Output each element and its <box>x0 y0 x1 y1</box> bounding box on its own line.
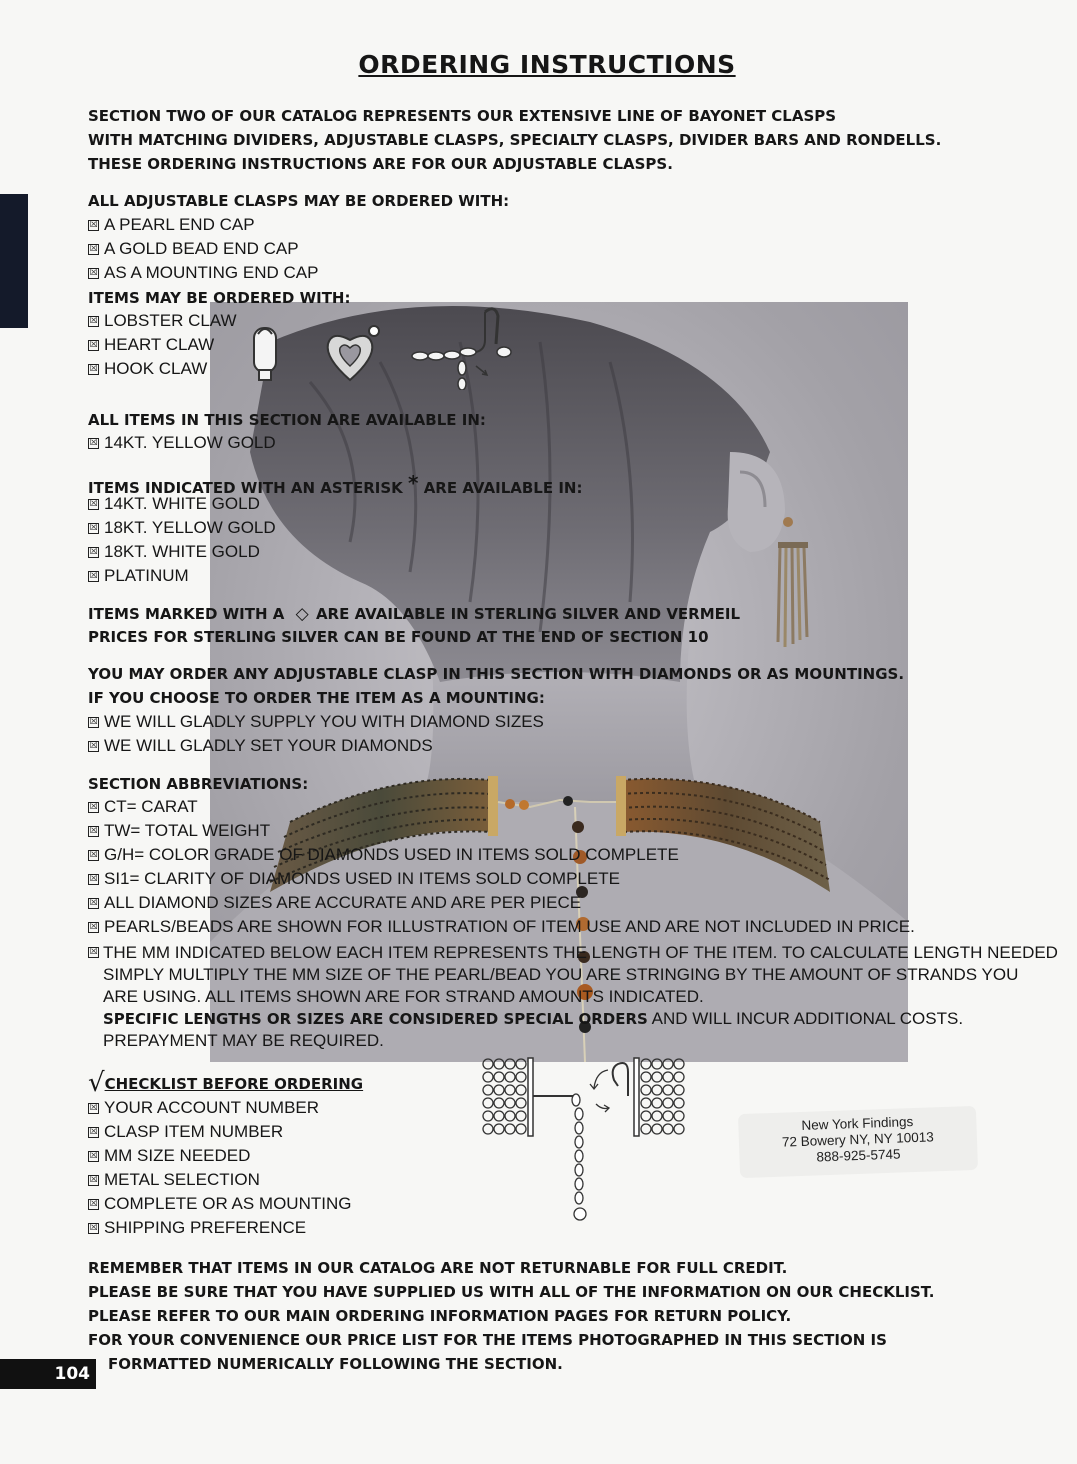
footer-line: PLEASE REFER TO OUR MAIN ORDERING INFORMATION PAGES FOR RETURN POLICY. <box>88 1307 792 1325</box>
checkbox-icon: ☒ <box>89 244 98 254</box>
checkbox-icon: ☒ <box>89 268 98 278</box>
item-label: TW= TOTAL WEIGHT <box>104 821 271 840</box>
checkbox-icon: ☒ <box>89 340 98 350</box>
list-item <box>88 516 276 540</box>
check-mark-icon: √ <box>88 1068 105 1098</box>
checkbox-icon: ☒ <box>89 571 98 581</box>
checkbox-icon: ☒ <box>89 802 98 812</box>
note-line: THE MM INDICATED BELOW EACH ITEM REPRESENTS THE LENGTH OF THE ITEM. TO CALCULATE LENGTH NEEDED <box>103 943 1058 962</box>
item-label: CLASP ITEM NUMBER <box>104 1122 284 1141</box>
sterling-line: PRICES FOR STERLING SILVER CAN BE FOUND AT THE END OF SECTION 10 <box>88 628 709 646</box>
checkbox-icon: ☒ <box>89 220 98 230</box>
section-edge-tab <box>0 194 28 328</box>
heading-text: ITEMS INDICATED WITH AN ASTERISK <box>88 479 403 497</box>
earring <box>778 517 808 647</box>
item-label: A GOLD BEAD END CAP <box>104 239 299 258</box>
asterisk-list <box>88 492 276 588</box>
checkbox-icon: ☒ <box>89 1223 98 1233</box>
list-item <box>88 819 915 843</box>
diamonds-line: IF YOU CHOOSE TO ORDER THE ITEM AS A MOUNTING: <box>88 689 545 707</box>
item-label: 14KT. WHITE GOLD <box>104 494 260 513</box>
checkbox-icon: ☒ <box>89 717 98 727</box>
list-item <box>88 237 318 261</box>
hook-claw-icon <box>412 309 511 390</box>
list-item <box>88 1144 351 1168</box>
footer-line: PLEASE BE SURE THAT YOU HAVE SUPPLIED US WITH ALL OF THE INFORMATION ON OUR CHECKLIST. <box>88 1283 935 1301</box>
footer-line: FORMATTED NUMERICALLY FOLLOWING THE SECTION. <box>108 1355 563 1373</box>
checkbox-icon: ☒ <box>89 850 98 860</box>
list-item <box>88 915 915 939</box>
item-label: 18KT. YELLOW GOLD <box>104 518 276 537</box>
list-item <box>88 710 544 734</box>
checkbox-icon: ☒ <box>89 741 98 751</box>
checkbox-icon: ☒ <box>89 523 98 533</box>
checkbox-icon: ☒ <box>89 898 98 908</box>
checkbox-icon: ☒ <box>89 364 98 374</box>
list-item <box>88 540 276 564</box>
note-line: ARE USING. ALL ITEMS SHOWN ARE FOR STRAND AMOUNTS INDICATED. <box>103 987 704 1006</box>
checkbox-icon: ☒ <box>89 499 98 509</box>
item-label: 18KT. WHITE GOLD <box>104 542 260 561</box>
dealer-address-stamp <box>738 1106 978 1178</box>
list-item <box>88 1192 351 1216</box>
asterisk-icon: * <box>408 471 419 495</box>
heading-text: ARE AVAILABLE IN STERLING SILVER AND VERMEIL <box>315 605 741 623</box>
item-label: YOUR ACCOUNT NUMBER <box>104 1098 320 1117</box>
page-number: 104 <box>0 1359 96 1389</box>
extension-chain <box>533 1094 586 1220</box>
list-item <box>88 1120 351 1144</box>
checkbox-icon: ☒ <box>89 1199 98 1209</box>
checkbox-icon: ☒ <box>89 1175 98 1185</box>
checkbox-icon: ☒ <box>89 826 98 836</box>
note-line: SIMPLY MULTIPLY THE MM SIZE OF THE PEARL/BEAD YOU ARE STRINGING BY THE AMOUNT OF STRANDS YOU <box>103 965 1019 984</box>
checkbox-icon: ☒ <box>89 547 98 557</box>
list-item <box>88 1096 351 1120</box>
pearl-strands-left <box>483 1059 526 1134</box>
list-item <box>88 333 237 357</box>
item-label: PEARLS/BEADS ARE SHOWN FOR ILLUSTRATION OF ITEM USE AND ARE NOT INCLUDED IN PRICE. <box>104 917 915 936</box>
item-label: LOBSTER CLAW <box>104 311 237 330</box>
footer-line: REMEMBER THAT ITEMS IN OUR CATALOG ARE NOT RETURNABLE FOR FULL CREDIT. <box>88 1259 788 1277</box>
stamp-line: 888-925-5745 <box>816 1146 901 1165</box>
clasp-bar-left <box>528 1058 533 1136</box>
checkbox-icon: ☒ <box>89 947 98 957</box>
list-item <box>88 1216 351 1240</box>
intro-line: THESE ORDERING INSTRUCTIONS ARE FOR OUR ADJUSTABLE CLASPS. <box>88 155 673 173</box>
claws-list <box>88 309 237 381</box>
item-label: PLATINUM <box>104 566 189 585</box>
checkbox-icon: ☒ <box>89 316 98 326</box>
list-item <box>88 867 915 891</box>
list-item <box>88 1168 351 1192</box>
list-item <box>88 795 915 819</box>
abbreviations-heading: SECTION ABBREVIATIONS: <box>88 775 309 793</box>
stamp-line: New York Findings <box>801 1114 914 1133</box>
heading-text: ITEMS MARKED WITH A <box>88 605 285 623</box>
item-label: HEART CLAW <box>104 335 215 354</box>
item-label: AS A MOUNTING END CAP <box>104 263 319 282</box>
item-label: ALL DIAMOND SIZES ARE ACCURATE AND ARE PER PIECE <box>104 893 582 912</box>
heading-text: CHECKLIST BEFORE ORDERING <box>104 1075 364 1093</box>
note-text: AND WILL INCUR ADDITIONAL COSTS. <box>651 1009 964 1028</box>
page-title: ORDERING INSTRUCTIONS <box>358 50 736 79</box>
mm-length-note <box>88 942 1068 1052</box>
checkbox-icon: ☒ <box>89 1127 98 1137</box>
item-label: SHIPPING PREFERENCE <box>104 1218 307 1237</box>
list-item <box>88 843 915 867</box>
availability-heading: ALL ITEMS IN THIS SECTION ARE AVAILABLE IN: <box>88 411 486 429</box>
item-label: G/H= COLOR GRADE OF DIAMONDS USED IN ITEMS SOLD COMPLETE <box>104 845 679 864</box>
item-label: WE WILL GLADLY SET YOUR DIAMONDS <box>104 736 433 755</box>
item-label: HOOK CLAW <box>104 359 208 378</box>
list-item <box>88 564 276 588</box>
checkbox-icon: ☒ <box>89 438 98 448</box>
clasp-bar-right <box>634 1058 639 1136</box>
end-caps-list <box>88 213 318 285</box>
hook-icon <box>590 1063 628 1112</box>
footer-notice <box>88 1256 934 1376</box>
item-label: METAL SELECTION <box>104 1170 260 1189</box>
list-item <box>88 213 318 237</box>
checkbox-icon: ☒ <box>89 922 98 932</box>
list-item <box>88 261 318 285</box>
abbreviations-list <box>88 795 915 939</box>
checkbox-icon: ☒ <box>89 874 98 884</box>
item-label: A PEARL END CAP <box>104 215 255 234</box>
lobster-claw-icon <box>254 328 276 380</box>
checkbox-icon: ☒ <box>89 1151 98 1161</box>
sterling-line <box>88 604 740 624</box>
diamonds-line: YOU MAY ORDER ANY ADJUSTABLE CLASP IN THIS SECTION WITH DIAMONDS OR AS MOUNTINGS. <box>88 665 905 683</box>
list-item <box>88 357 237 381</box>
heading-text: ARE AVAILABLE IN: <box>423 479 583 497</box>
stamp-line: 72 Bowery NY, NY 10013 <box>781 1129 935 1150</box>
footer-line: FOR YOUR CONVENIENCE OUR PRICE LIST FOR THE ITEMS PHOTOGRAPHED IN THIS SECTION IS <box>88 1331 887 1349</box>
diamond-outline-icon: ◇ <box>295 604 309 624</box>
diamonds-list <box>88 710 544 758</box>
intro-line: WITH MATCHING DIVIDERS, ADJUSTABLE CLASPS, SPECIALTY CLASPS, DIVIDER BARS AND RONDELLS. <box>88 131 942 149</box>
item-label: 14KT. YELLOW GOLD <box>104 433 276 452</box>
multi-strand-clasp-diagram <box>478 1056 688 1226</box>
special-orders-text: SPECIFIC LENGTHS OR SIZES ARE CONSIDERED SPECIAL ORDERS <box>103 1010 648 1028</box>
availability-list <box>88 431 276 455</box>
checklist-heading <box>88 1066 363 1096</box>
claws-heading: ITEMS MAY BE ORDERED WITH: <box>88 289 351 307</box>
list-item <box>88 734 544 758</box>
list-item <box>88 431 276 455</box>
item-label: CT= CARAT <box>104 797 198 816</box>
item-label: SI1= CLARITY OF DIAMONDS USED IN ITEMS SOLD COMPLETE <box>104 869 620 888</box>
heart-claw-icon <box>328 326 379 380</box>
list-item <box>88 492 276 516</box>
checklist-list <box>88 1096 351 1240</box>
checkbox-icon: ☒ <box>89 1103 98 1113</box>
intro-line: SECTION TWO OF OUR CATALOG REPRESENTS OUR EXTENSIVE LINE OF BAYONET CLASPS <box>88 107 837 125</box>
clasp-illustrations <box>240 300 530 390</box>
list-item <box>88 309 237 333</box>
item-label: WE WILL GLADLY SUPPLY YOU WITH DIAMOND SIZES <box>104 712 544 731</box>
end-caps-heading: ALL ADJUSTABLE CLASPS MAY BE ORDERED WITH: <box>88 192 510 210</box>
note-line: PREPAYMENT MAY BE REQUIRED. <box>103 1031 384 1050</box>
list-item <box>88 891 915 915</box>
item-label: MM SIZE NEEDED <box>104 1146 251 1165</box>
note-line <box>88 1008 1068 1030</box>
pearl-strands-right <box>641 1059 684 1134</box>
item-label: COMPLETE OR AS MOUNTING <box>104 1194 352 1213</box>
